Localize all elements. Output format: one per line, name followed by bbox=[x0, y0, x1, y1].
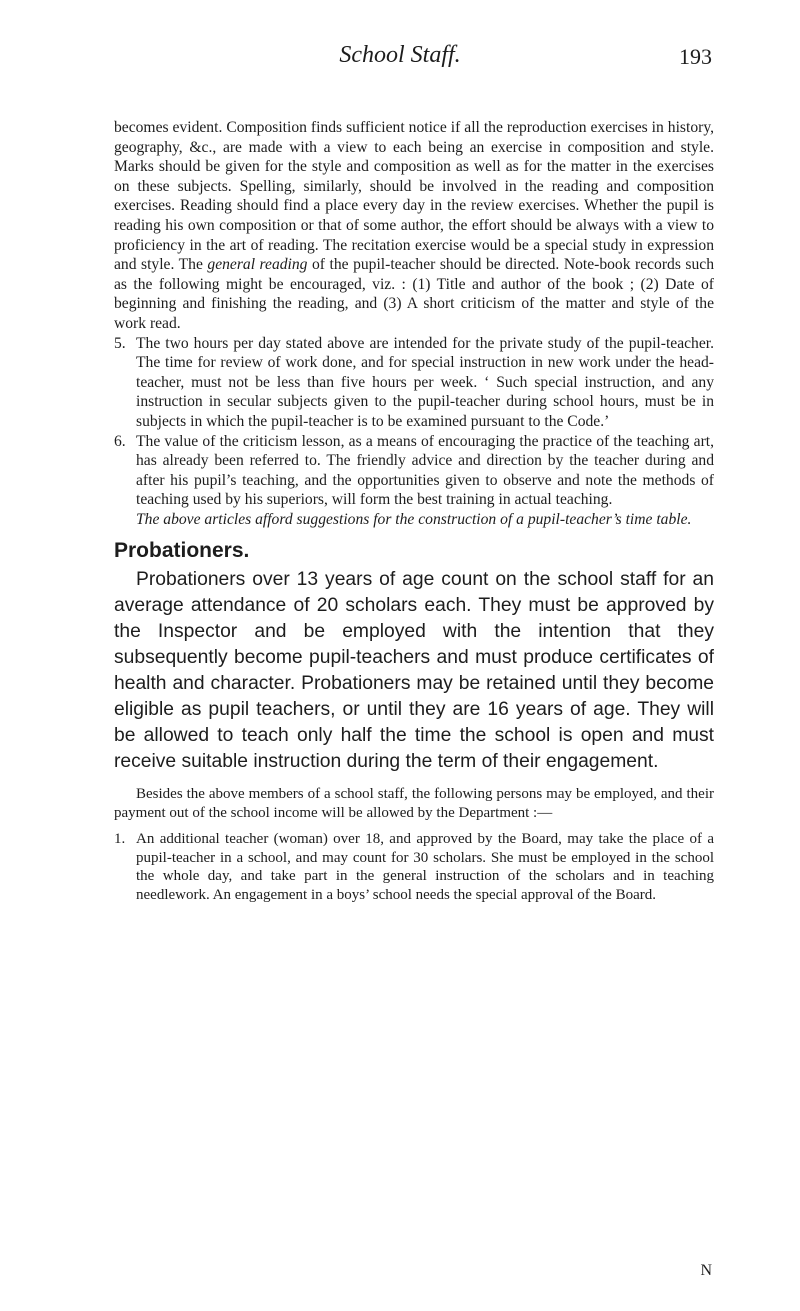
item-number: 5. bbox=[114, 334, 126, 352]
signature-mark: N bbox=[700, 1262, 712, 1279]
numbered-item-6 bbox=[114, 432, 714, 510]
item-text: The two hours per day stated above are intended for the private study of the pupil-teacher. The time for review of work done, and for special instruction in new work under the head-teacher, must not be less than five hours per week. ‘ Such special instruction, and any instruction in secular subjects given to the pupil-teacher during school hours, must be in subjects in which the pupil-teacher is to be examined pursuant to the Code.’ bbox=[136, 334, 714, 430]
intro-italic-phrase: general reading bbox=[207, 256, 308, 274]
item-number: 1. bbox=[114, 831, 126, 848]
running-title: School Staff. bbox=[339, 42, 461, 68]
item-number: 6. bbox=[114, 432, 126, 450]
item-text: An additional teacher (woman) over 18, and approved by the Board, may take the place of a pupil-teacher in a school, and may count for 30 scholars. She must be employed in the school the whole day, and take part in the general instruction of the scholars and in teaching needlework. An engagement in a boys’ school needs the special approval of the Board. bbox=[136, 831, 714, 903]
intro-paragraph bbox=[114, 118, 714, 334]
besides-paragraph: Besides the above members of a school staff, the following persons may be employed, and their payment out of the school income will be allowed by the Department :— bbox=[114, 786, 714, 821]
intro-text-part-2: of the pupil-teacher should be directed. Note-book records such as the following might be encouraged, viz. : (1) Title and author of the book ; (2) Date of beginning and finishing the reading, and (3) A short criticism of the matter and style of the work read. bbox=[114, 256, 715, 332]
page-number: 193 bbox=[679, 44, 712, 69]
body-text bbox=[114, 118, 714, 904]
intro-text-part-1: becomes evident. Composition finds sufficient notice if all the reproduction exercises in history, geography, &c., are made with a view to each being an exercise in composition and style. Marks should be given for the style and composition as well as for the matter in the exercises on these subjects. Spelling, similarly, should be involved in the reading and composition exercises. Reading should find a place every day in the review exercises. Whether the pupil is reading his own composition or that of some author, the effort should be always with a view to proficiency in the art of reading. The recitation exercise would be a special study in expression and style. The bbox=[114, 119, 714, 274]
section-heading-probationers: Probationers. bbox=[114, 539, 250, 563]
italic-note: The above articles afford suggestions for the construction of a pupil-teacher’s time table. bbox=[136, 510, 692, 528]
numbered-item-1 bbox=[114, 830, 714, 904]
running-head bbox=[0, 42, 800, 72]
probationers-paragraph: Probationers over 13 years of age count on the school staff for an average attendance of 20 scholars each. They must be approved by the Inspector and be employed with the intention that they subsequently become pupil-teachers and must produce certificates of health and character. Probationers may be retained until they become eligible as pupil teachers, or until they are 16 years of age. They will be allowed to teach only half the time the school is open and must receive suitable instruction during the term of their engagement. bbox=[114, 569, 714, 773]
item-text: The value of the criticism lesson, as a means of encouraging the practice of the teaching art, has already been referred to. The friendly advice and direction by the teacher during and after his pupil’s teaching, and the opportunities given to observe and note the methods of teaching used by his superiors, will form the best training in actual teaching. bbox=[136, 432, 714, 509]
numbered-item-5 bbox=[114, 334, 714, 432]
